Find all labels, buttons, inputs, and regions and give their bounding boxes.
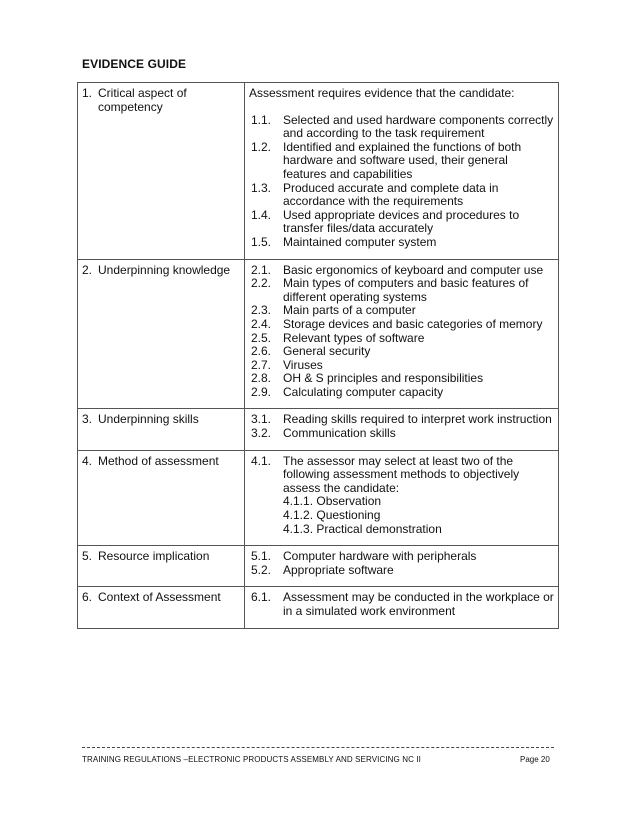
list-item xyxy=(249,427,554,441)
evidence-cell xyxy=(245,259,559,409)
list-item xyxy=(249,372,554,386)
item-text: Produced accurate and complete data in accordance with the requirements xyxy=(283,180,499,209)
criterion-label: Critical aspect of competency xyxy=(98,86,187,114)
criterion-number: 4. xyxy=(82,453,93,468)
list-item xyxy=(249,264,554,278)
evidence-cell xyxy=(245,409,559,450)
list-item xyxy=(249,550,554,564)
item-text: Relevant types of software xyxy=(283,330,425,345)
item-number: 1.3. xyxy=(251,180,272,195)
footer-document-title: TRAINING REGULATIONS –ELECTRONIC PRODUCTS ASSEMBLY AND SERVICING NC II xyxy=(82,755,421,764)
item-number: 1.5. xyxy=(251,234,272,249)
sub-item-text: 4.1.2. Questioning xyxy=(283,508,381,523)
item-text: Used appropriate devices and procedures to transfer files/data accurately xyxy=(283,207,520,236)
item-text: Identified and explained the functions of both hardware and software used, their general features and capabilities xyxy=(283,139,522,181)
item-text: Storage devices and basic categories of memory xyxy=(283,316,543,331)
list-item xyxy=(249,591,554,618)
criterion-number: 3. xyxy=(82,412,93,427)
item-number: 2.8. xyxy=(251,371,272,386)
criterion-number: 6. xyxy=(82,590,93,605)
item-number: 5.2. xyxy=(251,562,272,577)
item-number: 3.2. xyxy=(251,426,272,441)
list-item xyxy=(249,209,554,236)
item-text: Reading skills required to interpret work instruction xyxy=(283,412,552,427)
item-number: 6.1. xyxy=(251,590,272,605)
criterion-label: Underpinning skills xyxy=(98,412,199,427)
evidence-guide-table xyxy=(77,82,559,629)
evidence-cell xyxy=(245,587,559,628)
evidence-lead-text: Assessment requires evidence that the candidate: xyxy=(249,86,515,100)
evidence-cell xyxy=(245,450,559,546)
criterion-label: Resource implication xyxy=(98,549,210,564)
footer-divider xyxy=(82,747,554,748)
item-number: 1.1. xyxy=(251,112,272,127)
item-text: OH & S principles and responsibilities xyxy=(283,371,484,386)
sub-item-text: 4.1.1. Observation xyxy=(283,494,382,509)
page-title: EVIDENCE GUIDE xyxy=(82,57,187,71)
item-number: 1.2. xyxy=(251,139,272,154)
criterion-number: 5. xyxy=(82,549,93,564)
list-item xyxy=(249,413,554,427)
list-item xyxy=(249,345,554,359)
criterion-number: 2. xyxy=(82,262,93,277)
footer-page-number: Page 20 xyxy=(520,755,550,764)
sub-item-text: 4.1.3. Practical demonstration xyxy=(283,521,442,536)
item-number: 2.3. xyxy=(251,303,272,318)
item-text: Communication skills xyxy=(283,426,396,441)
item-text: General security xyxy=(283,344,371,359)
item-number: 2.6. xyxy=(251,344,272,359)
list-item xyxy=(249,141,554,182)
list-item xyxy=(249,114,554,141)
criterion-number: 1. xyxy=(82,86,93,100)
item-number: 2.5. xyxy=(251,330,272,345)
list-item xyxy=(249,304,554,318)
item-text: Computer hardware with peripherals xyxy=(283,549,477,564)
item-number: 1.4. xyxy=(251,207,272,222)
criterion-cell xyxy=(78,587,245,628)
criterion-cell xyxy=(78,409,245,450)
list-item xyxy=(249,564,554,578)
table-row xyxy=(78,83,559,260)
criterion-label: Underpinning knowledge xyxy=(98,262,231,277)
item-number: 2.2. xyxy=(251,276,272,291)
criterion-label: Context of Assessment xyxy=(98,590,221,605)
table-row xyxy=(78,409,559,450)
item-number: 2.7. xyxy=(251,357,272,372)
item-number: 4.1. xyxy=(251,453,272,468)
list-item xyxy=(249,332,554,346)
criterion-label: Method of assessment xyxy=(98,453,219,468)
item-text: Selected and used hardware components correctly and according to the task requirement xyxy=(283,112,554,141)
list-item xyxy=(249,318,554,332)
item-text: Appropriate software xyxy=(283,562,394,577)
table-row xyxy=(78,259,559,409)
criterion-cell xyxy=(78,83,245,260)
item-text: Main types of computers and basic features of different operating systems xyxy=(283,276,529,304)
item-number: 2.9. xyxy=(251,384,272,399)
list-item xyxy=(249,236,554,250)
list-item xyxy=(249,277,554,304)
item-text: The assessor may select at least two of the following assessment methods to objectively assess the candidate: xyxy=(283,453,520,495)
list-item xyxy=(249,182,554,209)
item-text: Main parts of a computer xyxy=(283,303,416,318)
list-item xyxy=(249,359,554,373)
item-text: Assessment may be conducted in the workplace or in a simulated work environment xyxy=(283,590,554,618)
sub-list-item xyxy=(249,523,554,537)
item-number: 3.1. xyxy=(251,412,272,427)
table-row xyxy=(78,450,559,546)
criterion-cell xyxy=(78,259,245,409)
evidence-cell xyxy=(245,546,559,587)
item-number: 5.1. xyxy=(251,549,272,564)
item-text: Maintained computer system xyxy=(283,234,437,249)
item-number: 2.1. xyxy=(251,262,272,277)
item-text: Viruses xyxy=(283,357,323,372)
sub-list-item xyxy=(249,509,554,523)
table-row xyxy=(78,587,559,628)
item-text: Basic ergonomics of keyboard and computer use xyxy=(283,262,544,277)
sub-list-item xyxy=(249,495,554,509)
list-item xyxy=(249,386,554,400)
evidence-cell xyxy=(245,83,559,260)
criterion-cell xyxy=(78,450,245,546)
list-item xyxy=(249,455,554,496)
item-text: Calculating computer capacity xyxy=(283,384,444,399)
table-row xyxy=(78,546,559,587)
item-number: 2.4. xyxy=(251,316,272,331)
criterion-cell xyxy=(78,546,245,587)
